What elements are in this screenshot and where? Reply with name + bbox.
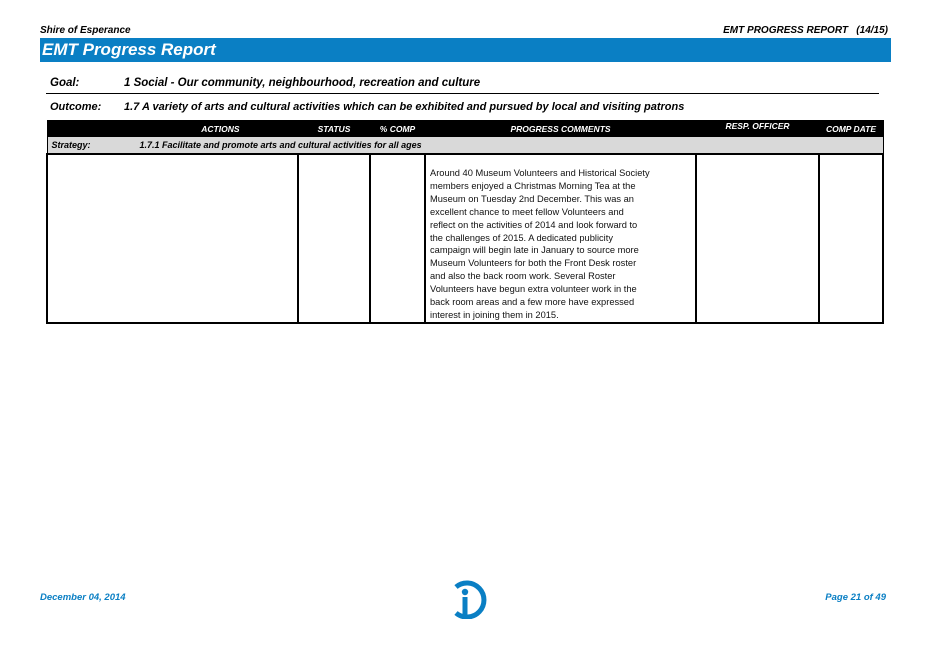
table-header-row [47,121,883,137]
progress-table [46,120,884,324]
comment-line: members enjoyed a Christmas Morning Tea at the [430,180,636,191]
cell-comp-date [819,154,883,323]
col-header-status: STATUS [298,121,370,137]
cell-progress-comment [425,154,696,323]
comment-line: excellent chance to meet fellow Volunteers and [430,206,624,217]
cell-action [47,154,298,323]
strategy-label: Strategy: [51,140,91,150]
goal-value: 1 Social - Our community, neighbourhood, recreation and culture [124,77,481,89]
comment-line: campaign will begin late in January to source more [430,245,639,256]
comment-line: reflect on the activities of 2014 and look forward to [430,219,638,230]
cell-pct-comp [370,154,425,323]
goal-divider [46,93,879,94]
cell-status [298,154,370,323]
footer-date: December 04, 2014 [40,592,126,603]
outcome-value: 1.7 A variety of arts and cultural activities which can be exhibited and pursued by local and visiting patrons [124,101,685,113]
comment-line: the challenges of 2015. A dedicated publicity [430,232,613,243]
col-header-progress-comments: PROGRESS COMMENTS [425,121,696,137]
outcome-label: Outcome: [50,101,102,113]
page-title: EMT Progress Report [42,40,216,59]
cell-resp-officer [696,154,819,323]
title-bar [40,38,891,62]
col-header-actions: ACTIONS [47,121,298,137]
col-header-comp-date: COMP DATE [819,121,883,137]
comment-line: Museum on Tuesday 2nd December. This was an [430,193,634,204]
comment-line: and also the back room work. Several Roster [430,271,616,282]
info-i-logo-icon [442,579,488,619]
strategy-value: 1.7.1 Facilitate and promote arts and cultural activities for all ages [139,140,422,150]
comment-line: back room areas and a few more have expressed [430,297,635,308]
col-header-pct-comp: % COMP [370,121,425,137]
report-label: EMT PROGRESS REPORT (14/15) [723,25,888,36]
comment-line: Volunteers have begun extra volunteer work in the [430,284,637,295]
comment-line: interest in joining them in 2015. [430,309,559,320]
strategy-cell [47,137,883,155]
footer-page-number: Page 21 of 49 [825,592,886,603]
goal-label: Goal: [50,77,80,89]
table-row [47,154,883,323]
comment-line: Museum Volunteers for both the Front Desk roster [430,258,637,269]
strategy-row [47,137,883,155]
organisation-name: Shire of Esperance [40,25,131,36]
col-header-resp-officer: RESP. OFFICER [696,121,819,137]
progress-comment-text [426,155,695,322]
comment-line: Around 40 Museum Volunteers and Historical Society [430,168,650,178]
